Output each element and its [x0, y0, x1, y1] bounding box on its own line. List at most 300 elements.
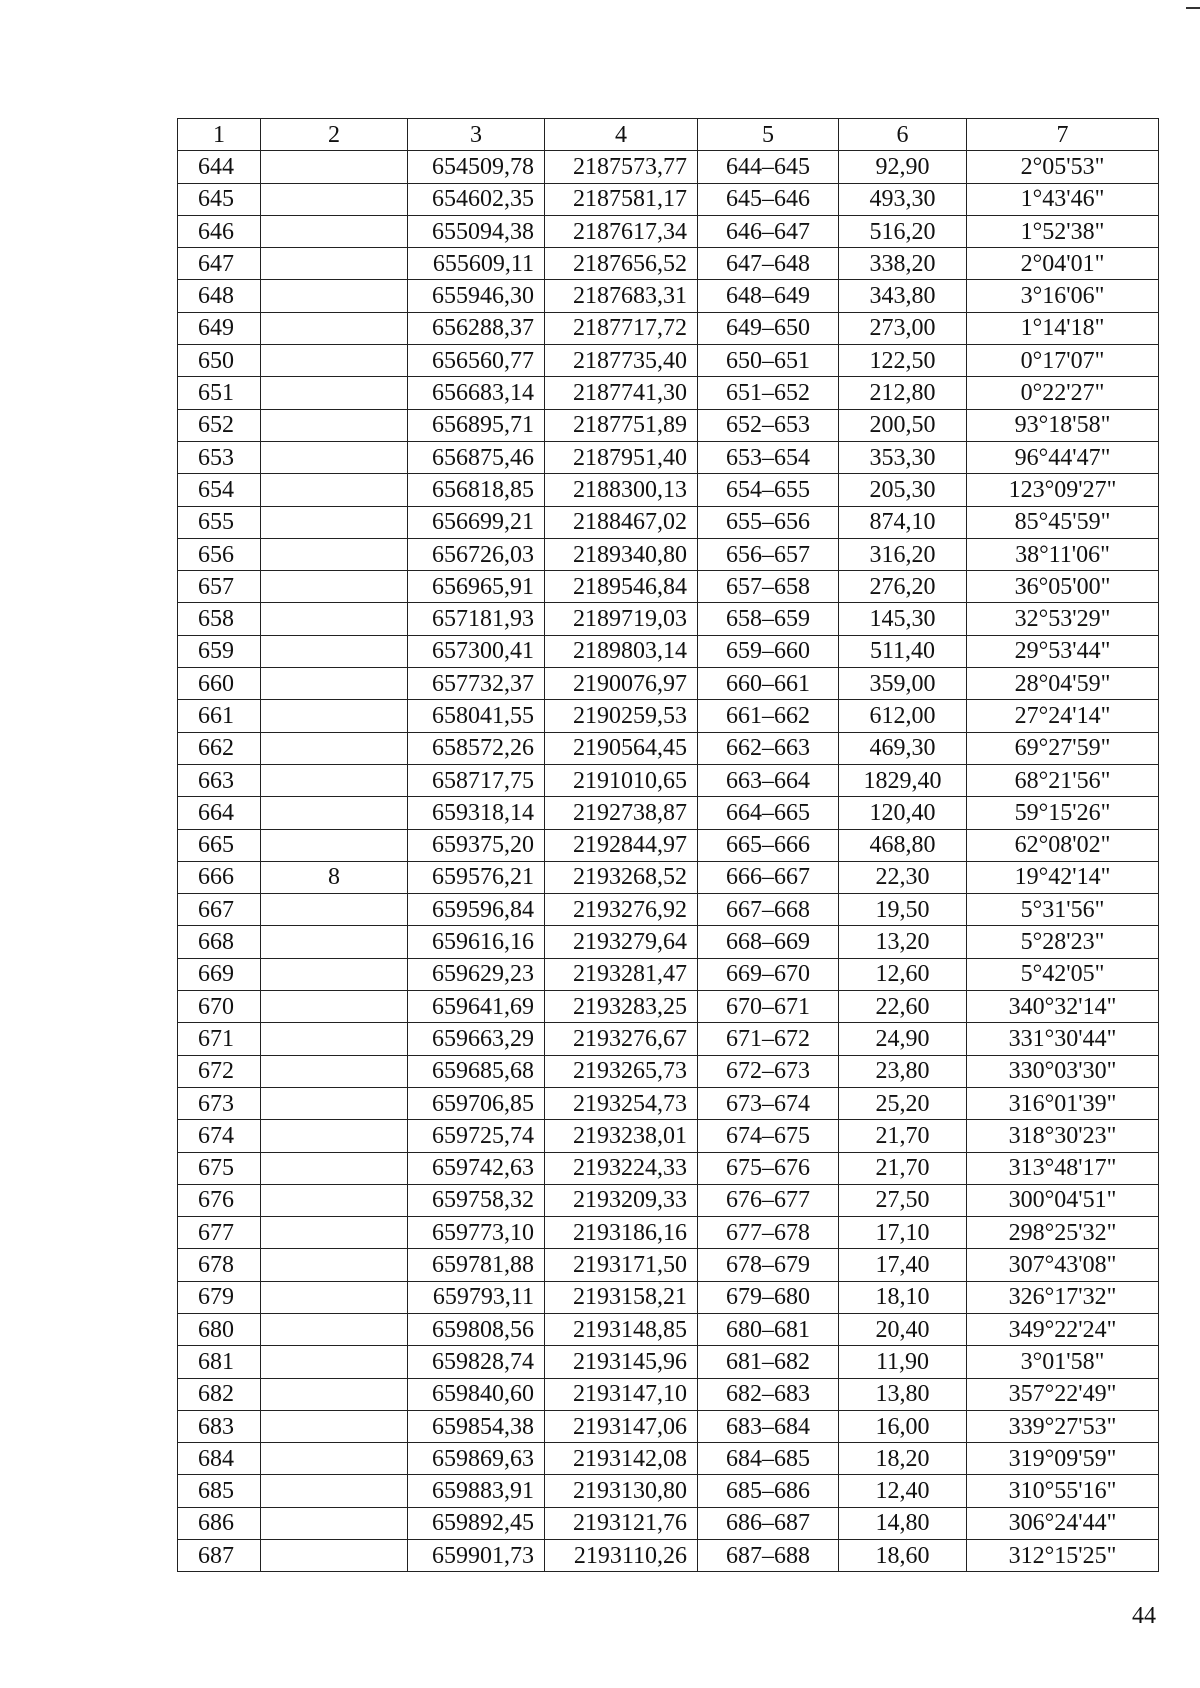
cell-point-number: 659 — [178, 635, 261, 667]
cell-coordinate-x: 656875,46 — [408, 441, 545, 473]
cell-segment: 645–646 — [698, 183, 839, 215]
cell-distance: 22,30 — [839, 861, 967, 893]
cell-coordinate-y: 2187617,34 — [545, 215, 698, 247]
cell-coordinate-y: 2189803,14 — [545, 635, 698, 667]
cell-distance: 23,80 — [839, 1055, 967, 1087]
cell-note — [261, 151, 408, 183]
cell-segment: 686–687 — [698, 1507, 839, 1539]
cell-point-number: 669 — [178, 958, 261, 990]
table-row — [178, 345, 1159, 377]
table-row — [178, 1507, 1159, 1539]
cell-point-number: 687 — [178, 1540, 261, 1572]
table-body — [178, 151, 1159, 1572]
cell-segment: 680–681 — [698, 1313, 839, 1345]
cell-note — [261, 474, 408, 506]
cell-distance: 353,30 — [839, 441, 967, 473]
cell-note — [261, 1313, 408, 1345]
cell-bearing: 5°28'23" — [967, 926, 1159, 958]
page-number: 44 — [1132, 1603, 1156, 1629]
table-row — [178, 1313, 1159, 1345]
cell-point-number: 662 — [178, 732, 261, 764]
cell-point-number: 648 — [178, 280, 261, 312]
cell-segment: 673–674 — [698, 1087, 839, 1119]
cell-coordinate-x: 659725,74 — [408, 1120, 545, 1152]
cell-segment: 679–680 — [698, 1281, 839, 1313]
cell-bearing: 339°27'53" — [967, 1410, 1159, 1442]
cell-coordinate-x: 655946,30 — [408, 280, 545, 312]
cell-note — [261, 1152, 408, 1184]
cell-segment: 659–660 — [698, 635, 839, 667]
cell-point-number: 666 — [178, 861, 261, 893]
cell-segment: 663–664 — [698, 764, 839, 796]
cell-distance: 511,40 — [839, 635, 967, 667]
cell-point-number: 658 — [178, 603, 261, 635]
cell-segment: 684–685 — [698, 1443, 839, 1475]
cell-point-number: 672 — [178, 1055, 261, 1087]
cell-coordinate-x: 659318,14 — [408, 797, 545, 829]
cell-coordinate-x: 656683,14 — [408, 377, 545, 409]
cell-bearing: 68°21'56" — [967, 764, 1159, 796]
cell-segment: 678–679 — [698, 1249, 839, 1281]
table-row — [178, 926, 1159, 958]
table-row — [178, 1152, 1159, 1184]
cell-distance: 874,10 — [839, 506, 967, 538]
cell-point-number: 652 — [178, 409, 261, 441]
cell-distance: 612,00 — [839, 700, 967, 732]
cell-coordinate-y: 2187717,72 — [545, 312, 698, 344]
table-row — [178, 1346, 1159, 1378]
cell-point-number: 676 — [178, 1184, 261, 1216]
cell-point-number: 663 — [178, 764, 261, 796]
cell-note — [261, 248, 408, 280]
table-row — [178, 441, 1159, 473]
cell-distance: 273,00 — [839, 312, 967, 344]
cell-coordinate-y: 2187683,31 — [545, 280, 698, 312]
cell-bearing: 85°45'59" — [967, 506, 1159, 538]
cell-distance: 359,00 — [839, 668, 967, 700]
cell-segment: 668–669 — [698, 926, 839, 958]
cell-distance: 338,20 — [839, 248, 967, 280]
cell-point-number: 644 — [178, 151, 261, 183]
table-row — [178, 312, 1159, 344]
cell-point-number: 681 — [178, 1346, 261, 1378]
cell-note — [261, 1055, 408, 1087]
column-header-3: 3 — [408, 119, 545, 151]
cell-coordinate-x: 659840,60 — [408, 1378, 545, 1410]
cell-distance: 22,60 — [839, 991, 967, 1023]
cell-bearing: 326°17'32" — [967, 1281, 1159, 1313]
cell-coordinate-x: 659892,45 — [408, 1507, 545, 1539]
cell-coordinate-y: 2188300,13 — [545, 474, 698, 506]
table-row — [178, 215, 1159, 247]
cell-coordinate-y: 2193279,64 — [545, 926, 698, 958]
cell-coordinate-y: 2190076,97 — [545, 668, 698, 700]
cell-coordinate-y: 2193130,80 — [545, 1475, 698, 1507]
cell-point-number: 661 — [178, 700, 261, 732]
cell-bearing: 1°52'38" — [967, 215, 1159, 247]
cell-segment: 652–653 — [698, 409, 839, 441]
cell-note — [261, 1184, 408, 1216]
cell-bearing: 93°18'58" — [967, 409, 1159, 441]
cell-coordinate-x: 659854,38 — [408, 1410, 545, 1442]
table-row — [178, 861, 1159, 893]
cell-bearing: 3°16'06" — [967, 280, 1159, 312]
cell-coordinate-x: 659641,69 — [408, 991, 545, 1023]
cell-note — [261, 1087, 408, 1119]
cell-distance: 21,70 — [839, 1120, 967, 1152]
cell-point-number: 682 — [178, 1378, 261, 1410]
cell-distance: 12,40 — [839, 1475, 967, 1507]
cell-distance: 1829,40 — [839, 764, 967, 796]
column-header-5: 5 — [698, 119, 839, 151]
cell-note: 8 — [261, 861, 408, 893]
cell-segment: 654–655 — [698, 474, 839, 506]
table-row — [178, 668, 1159, 700]
cell-segment: 648–649 — [698, 280, 839, 312]
cell-bearing: 59°15'26" — [967, 797, 1159, 829]
table-row — [178, 1023, 1159, 1055]
cell-segment: 681–682 — [698, 1346, 839, 1378]
cell-bearing: 310°55'16" — [967, 1475, 1159, 1507]
cell-note — [261, 668, 408, 700]
cell-bearing: 69°27'59" — [967, 732, 1159, 764]
cell-point-number: 656 — [178, 538, 261, 570]
cell-note — [261, 764, 408, 796]
cell-point-number: 674 — [178, 1120, 261, 1152]
cell-bearing: 29°53'44" — [967, 635, 1159, 667]
cell-coordinate-y: 2190564,45 — [545, 732, 698, 764]
table-row — [178, 635, 1159, 667]
cell-segment: 662–663 — [698, 732, 839, 764]
cell-bearing: 36°05'00" — [967, 571, 1159, 603]
column-header-7: 7 — [967, 119, 1159, 151]
cell-distance: 145,30 — [839, 603, 967, 635]
cell-bearing: 2°04'01" — [967, 248, 1159, 280]
cell-coordinate-x: 656560,77 — [408, 345, 545, 377]
cell-bearing: 96°44'47" — [967, 441, 1159, 473]
cell-coordinate-x: 659793,11 — [408, 1281, 545, 1313]
table-row — [178, 1475, 1159, 1507]
cell-note — [261, 409, 408, 441]
cell-point-number: 679 — [178, 1281, 261, 1313]
cell-coordinate-x: 656699,21 — [408, 506, 545, 538]
cell-segment: 644–645 — [698, 151, 839, 183]
cell-coordinate-y: 2192844,97 — [545, 829, 698, 861]
scan-edge-mark — [1186, 7, 1200, 9]
header-row — [178, 119, 1159, 151]
cell-coordinate-x: 655094,38 — [408, 215, 545, 247]
table-row — [178, 474, 1159, 506]
cell-coordinate-x: 659629,23 — [408, 958, 545, 990]
cell-note — [261, 635, 408, 667]
cell-coordinate-x: 659596,84 — [408, 894, 545, 926]
cell-note — [261, 1281, 408, 1313]
cell-bearing: 19°42'14" — [967, 861, 1159, 893]
cell-segment: 660–661 — [698, 668, 839, 700]
cell-distance: 469,30 — [839, 732, 967, 764]
cell-point-number: 646 — [178, 215, 261, 247]
cell-note — [261, 506, 408, 538]
cell-note — [261, 829, 408, 861]
table-row — [178, 764, 1159, 796]
cell-bearing: 306°24'44" — [967, 1507, 1159, 1539]
cell-coordinate-x: 659869,63 — [408, 1443, 545, 1475]
cell-coordinate-y: 2193283,25 — [545, 991, 698, 1023]
table-row — [178, 732, 1159, 764]
cell-distance: 16,00 — [839, 1410, 967, 1442]
column-header-4: 4 — [545, 119, 698, 151]
cell-segment: 674–675 — [698, 1120, 839, 1152]
cell-coordinate-y: 2193276,67 — [545, 1023, 698, 1055]
cell-point-number: 684 — [178, 1443, 261, 1475]
cell-bearing: 28°04'59" — [967, 668, 1159, 700]
cell-bearing: 2°05'53" — [967, 151, 1159, 183]
cell-coordinate-y: 2193147,06 — [545, 1410, 698, 1442]
table-row — [178, 1281, 1159, 1313]
column-header-2: 2 — [261, 119, 408, 151]
cell-bearing: 5°31'56" — [967, 894, 1159, 926]
cell-bearing: 1°14'18" — [967, 312, 1159, 344]
cell-coordinate-x: 659742,63 — [408, 1152, 545, 1184]
cell-segment: 646–647 — [698, 215, 839, 247]
cell-coordinate-y: 2193158,21 — [545, 1281, 698, 1313]
cell-point-number: 677 — [178, 1217, 261, 1249]
cell-note — [261, 1217, 408, 1249]
cell-coordinate-x: 659576,21 — [408, 861, 545, 893]
cell-bearing: 1°43'46" — [967, 183, 1159, 215]
cell-coordinate-y: 2193238,01 — [545, 1120, 698, 1152]
cell-coordinate-y: 2193254,73 — [545, 1087, 698, 1119]
cell-note — [261, 797, 408, 829]
cell-coordinate-y: 2193145,96 — [545, 1346, 698, 1378]
cell-coordinate-x: 659663,29 — [408, 1023, 545, 1055]
cell-point-number: 654 — [178, 474, 261, 506]
cell-note — [261, 1410, 408, 1442]
cell-distance: 12,60 — [839, 958, 967, 990]
cell-coordinate-x: 656818,85 — [408, 474, 545, 506]
cell-note — [261, 700, 408, 732]
cell-point-number: 649 — [178, 312, 261, 344]
cell-point-number: 655 — [178, 506, 261, 538]
cell-bearing: 312°15'25" — [967, 1540, 1159, 1572]
cell-point-number: 647 — [178, 248, 261, 280]
table-row — [178, 506, 1159, 538]
cell-point-number: 683 — [178, 1410, 261, 1442]
table-row — [178, 700, 1159, 732]
cell-point-number: 664 — [178, 797, 261, 829]
cell-segment: 664–665 — [698, 797, 839, 829]
cell-coordinate-y: 2187735,40 — [545, 345, 698, 377]
cell-point-number: 651 — [178, 377, 261, 409]
cell-segment: 682–683 — [698, 1378, 839, 1410]
table-row — [178, 409, 1159, 441]
cell-bearing: 307°43'08" — [967, 1249, 1159, 1281]
cell-distance: 17,40 — [839, 1249, 967, 1281]
table-row — [178, 603, 1159, 635]
cell-point-number: 657 — [178, 571, 261, 603]
cell-distance: 205,30 — [839, 474, 967, 506]
cell-coordinate-y: 2188467,02 — [545, 506, 698, 538]
cell-coordinate-x: 656726,03 — [408, 538, 545, 570]
cell-coordinate-x: 659883,91 — [408, 1475, 545, 1507]
cell-segment: 687–688 — [698, 1540, 839, 1572]
column-header-1: 1 — [178, 119, 261, 151]
cell-coordinate-x: 658041,55 — [408, 700, 545, 732]
cell-coordinate-y: 2193171,50 — [545, 1249, 698, 1281]
cell-segment: 675–676 — [698, 1152, 839, 1184]
cell-point-number: 650 — [178, 345, 261, 377]
cell-segment: 665–666 — [698, 829, 839, 861]
cell-coordinate-x: 654509,78 — [408, 151, 545, 183]
table-row — [178, 151, 1159, 183]
cell-coordinate-y: 2187656,52 — [545, 248, 698, 280]
cell-coordinate-y: 2193209,33 — [545, 1184, 698, 1216]
cell-note — [261, 215, 408, 247]
cell-distance: 493,30 — [839, 183, 967, 215]
cell-bearing: 3°01'58" — [967, 1346, 1159, 1378]
cell-distance: 25,20 — [839, 1087, 967, 1119]
cell-distance: 120,40 — [839, 797, 967, 829]
cell-point-number: 645 — [178, 183, 261, 215]
cell-bearing: 32°53'29" — [967, 603, 1159, 635]
cell-distance: 19,50 — [839, 894, 967, 926]
cell-segment: 661–662 — [698, 700, 839, 732]
cell-distance: 122,50 — [839, 345, 967, 377]
cell-coordinate-y: 2193148,85 — [545, 1313, 698, 1345]
cell-bearing: 0°22'27" — [967, 377, 1159, 409]
cell-coordinate-y: 2193276,92 — [545, 894, 698, 926]
cell-note — [261, 441, 408, 473]
cell-coordinate-x: 659616,16 — [408, 926, 545, 958]
cell-point-number: 673 — [178, 1087, 261, 1119]
cell-note — [261, 1249, 408, 1281]
cell-point-number: 670 — [178, 991, 261, 1023]
table-row — [178, 958, 1159, 990]
cell-distance: 27,50 — [839, 1184, 967, 1216]
cell-point-number: 685 — [178, 1475, 261, 1507]
cell-coordinate-y: 2193186,16 — [545, 1217, 698, 1249]
table-row — [178, 1120, 1159, 1152]
cell-distance: 468,80 — [839, 829, 967, 861]
cell-coordinate-x: 658572,26 — [408, 732, 545, 764]
cell-coordinate-y: 2189340,80 — [545, 538, 698, 570]
cell-coordinate-x: 656965,91 — [408, 571, 545, 603]
table-row — [178, 797, 1159, 829]
cell-coordinate-x: 656895,71 — [408, 409, 545, 441]
cell-point-number: 678 — [178, 1249, 261, 1281]
cell-point-number: 653 — [178, 441, 261, 473]
cell-bearing: 0°17'07" — [967, 345, 1159, 377]
cell-distance: 516,20 — [839, 215, 967, 247]
cell-bearing: 330°03'30" — [967, 1055, 1159, 1087]
cell-bearing: 27°24'14" — [967, 700, 1159, 732]
cell-segment: 649–650 — [698, 312, 839, 344]
cell-note — [261, 1120, 408, 1152]
cell-bearing: 357°22'49" — [967, 1378, 1159, 1410]
cell-coordinate-x: 659706,85 — [408, 1087, 545, 1119]
cell-note — [261, 603, 408, 635]
cell-bearing: 349°22'24" — [967, 1313, 1159, 1345]
cell-note — [261, 1346, 408, 1378]
cell-note — [261, 538, 408, 570]
cell-note — [261, 1378, 408, 1410]
cell-note — [261, 571, 408, 603]
cell-coordinate-y: 2193147,10 — [545, 1378, 698, 1410]
cell-coordinate-y: 2193224,33 — [545, 1152, 698, 1184]
cell-segment: 670–671 — [698, 991, 839, 1023]
cell-distance: 17,10 — [839, 1217, 967, 1249]
cell-note — [261, 183, 408, 215]
cell-coordinate-y: 2187751,89 — [545, 409, 698, 441]
cell-segment: 685–686 — [698, 1475, 839, 1507]
cell-point-number: 667 — [178, 894, 261, 926]
cell-coordinate-y: 2193121,76 — [545, 1507, 698, 1539]
cell-distance: 18,60 — [839, 1540, 967, 1572]
cell-note — [261, 1023, 408, 1055]
cell-coordinate-x: 659828,74 — [408, 1346, 545, 1378]
cell-distance: 13,80 — [839, 1378, 967, 1410]
cell-segment: 655–656 — [698, 506, 839, 538]
cell-note — [261, 345, 408, 377]
cell-distance: 20,40 — [839, 1313, 967, 1345]
table-row — [178, 1443, 1159, 1475]
cell-distance: 24,90 — [839, 1023, 967, 1055]
table-row — [178, 1378, 1159, 1410]
cell-segment: 667–668 — [698, 894, 839, 926]
cell-bearing: 38°11'06" — [967, 538, 1159, 570]
cell-bearing: 340°32'14" — [967, 991, 1159, 1023]
cell-coordinate-x: 656288,37 — [408, 312, 545, 344]
cell-distance: 343,80 — [839, 280, 967, 312]
cell-segment: 672–673 — [698, 1055, 839, 1087]
cell-coordinate-y: 2193110,26 — [545, 1540, 698, 1572]
cell-distance: 212,80 — [839, 377, 967, 409]
cell-distance: 14,80 — [839, 1507, 967, 1539]
cell-coordinate-y: 2193265,73 — [545, 1055, 698, 1087]
cell-coordinate-y: 2192738,87 — [545, 797, 698, 829]
cell-point-number: 680 — [178, 1313, 261, 1345]
cell-distance: 92,90 — [839, 151, 967, 183]
cell-distance: 21,70 — [839, 1152, 967, 1184]
cell-coordinate-x: 657300,41 — [408, 635, 545, 667]
cell-segment: 653–654 — [698, 441, 839, 473]
cell-coordinate-y: 2187581,17 — [545, 183, 698, 215]
cell-coordinate-x: 655609,11 — [408, 248, 545, 280]
cell-distance: 276,20 — [839, 571, 967, 603]
cell-note — [261, 732, 408, 764]
cell-bearing: 316°01'39" — [967, 1087, 1159, 1119]
table-row — [178, 183, 1159, 215]
table-row — [178, 571, 1159, 603]
cell-bearing: 300°04'51" — [967, 1184, 1159, 1216]
cell-note — [261, 377, 408, 409]
coordinates-table — [177, 118, 1159, 1572]
cell-coordinate-x: 659781,88 — [408, 1249, 545, 1281]
cell-bearing: 318°30'23" — [967, 1120, 1159, 1152]
cell-coordinate-x: 659773,10 — [408, 1217, 545, 1249]
cell-point-number: 671 — [178, 1023, 261, 1055]
cell-coordinate-x: 659808,56 — [408, 1313, 545, 1345]
cell-note — [261, 1540, 408, 1572]
cell-coordinate-y: 2187573,77 — [545, 151, 698, 183]
table-row — [178, 538, 1159, 570]
cell-coordinate-y: 2193268,52 — [545, 861, 698, 893]
cell-note — [261, 312, 408, 344]
cell-coordinate-y: 2189719,03 — [545, 603, 698, 635]
cell-segment: 683–684 — [698, 1410, 839, 1442]
cell-point-number: 686 — [178, 1507, 261, 1539]
cell-coordinate-x: 654602,35 — [408, 183, 545, 215]
